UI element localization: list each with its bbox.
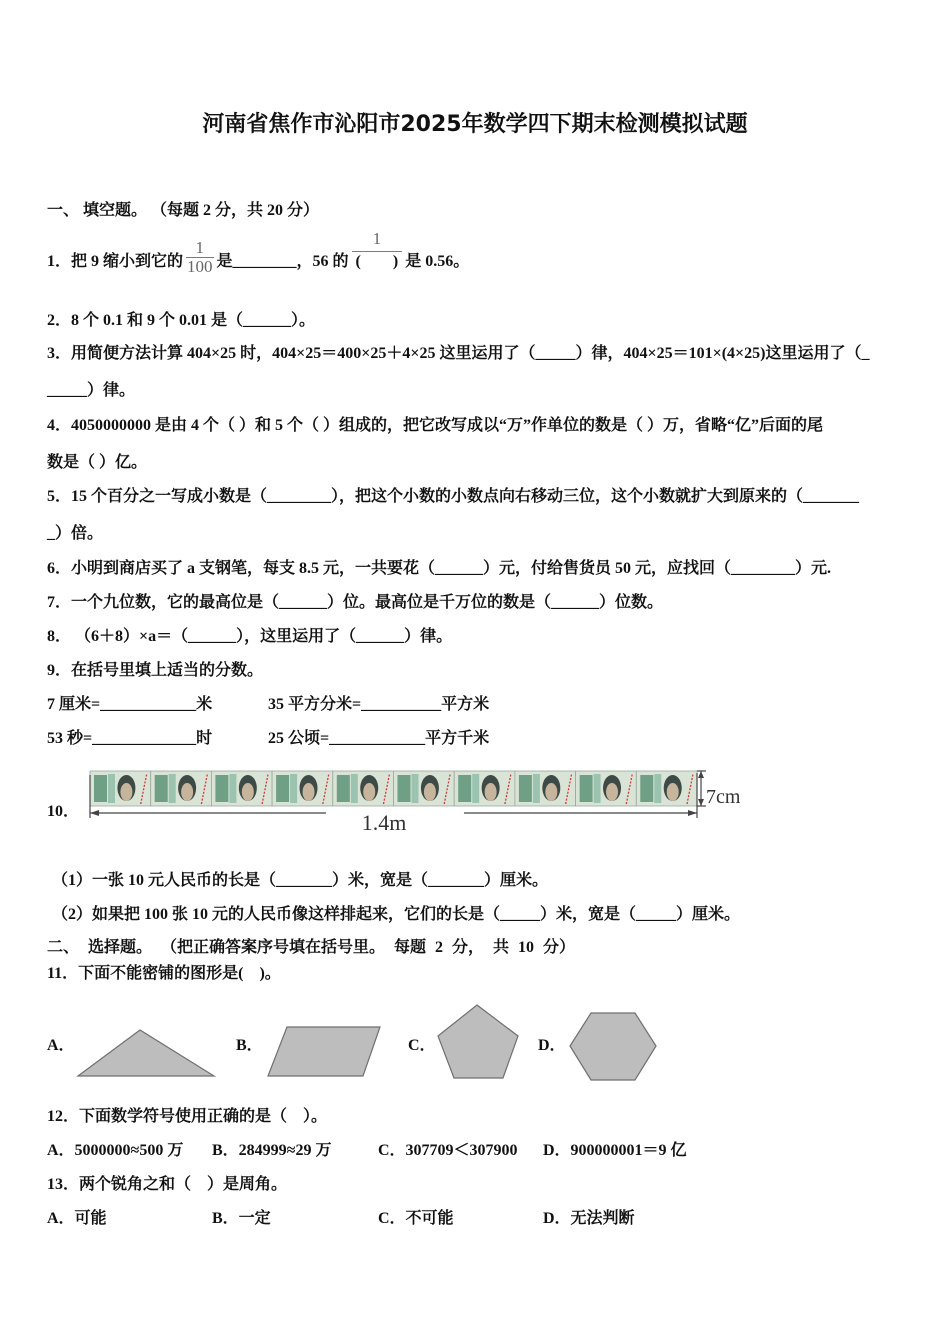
length-arrow-left <box>90 810 99 816</box>
q9-item-cm: 7 厘米=____________米 <box>47 696 213 713</box>
banknote-pattern-band <box>654 774 661 803</box>
height-label: 7cm <box>706 786 741 808</box>
banknote-pattern-band <box>412 774 419 803</box>
question-4-line-1: 4．4050000000 是由 4 个（ ）和 5 个（ ）组成的，把它改写成以“万”作单位的数是（ ）万，省略“亿”后面的尾 <box>47 417 824 434</box>
banknote <box>211 771 272 806</box>
question-1 <box>47 228 469 276</box>
banknote-portrait-face <box>606 783 618 801</box>
question-3-line-2: _____）律。 <box>47 382 136 399</box>
banknote-pattern-band <box>472 774 479 803</box>
banknote-denomination-panel <box>276 775 289 802</box>
question-8: 8． （6＋8）×a＝（______），这里运用了（______）律。 <box>47 628 453 645</box>
banknote-pattern-band <box>351 774 358 803</box>
q11-option-d-label: D． <box>538 1037 566 1054</box>
fraction-numerator: 1 <box>195 238 205 257</box>
height-arrow-bottom <box>698 799 704 806</box>
banknote-portrait-face <box>363 783 375 801</box>
banknote-portrait-face <box>424 783 436 801</box>
q1-text-pre: 1．把 9 缩小到它的 <box>47 253 184 270</box>
q13-option-b: B．一定 <box>212 1210 271 1227</box>
banknote-portrait-face <box>181 783 193 801</box>
question-6: 6．小明到商店买了 a 支钢笔，每支 8.5 元，一共要花（______）元，付给售货员 50 元，应找回（________）元. <box>47 560 832 577</box>
question-4-line-2: 数是（ ）亿。 <box>47 454 148 471</box>
q11-option-a-label: A． <box>47 1037 75 1054</box>
banknote <box>272 771 333 806</box>
banknote <box>90 771 151 806</box>
q11-option-b-label: B． <box>236 1037 263 1054</box>
question-7: 7．一个九位数，它的最高位是（______）位。最高位是千万位的数是（______）位数。 <box>47 594 664 611</box>
q13-option-c: C．不可能 <box>378 1210 454 1227</box>
question-5-line-1: 5．15 个百分之一写成小数是（________），把这个小数的小数点向右移动三位，这个小数就扩大到原来的（_______ <box>47 488 860 505</box>
q13-option-a: A．可能 <box>47 1210 107 1227</box>
q9-item-hectare: 25 公顷=____________平方千米 <box>268 730 490 747</box>
banknote-pattern-band <box>533 774 540 803</box>
q1-text-post: 是 0.56。 <box>405 253 470 270</box>
q11-option-c-label: C． <box>408 1037 436 1054</box>
q13-option-d: D．无法判断 <box>543 1210 635 1227</box>
banknote-pattern-band <box>108 774 115 803</box>
banknote-denomination-panel <box>215 775 228 802</box>
question-10-part-2: （2）如果把 100 张 10 元的人民币像这样排起来，它们的长是（_____）米，宽是（_____）厘米。 <box>52 906 741 923</box>
fraction-denominator: 100 <box>187 257 213 276</box>
banknote-portrait-face <box>242 783 254 801</box>
banknote-portrait-face <box>303 783 315 801</box>
length-label: 1.4m <box>361 810 407 835</box>
banknote <box>636 771 697 806</box>
banknote-denomination-panel <box>580 775 593 802</box>
banknote-denomination-panel <box>640 775 653 802</box>
fraction-blank <box>352 231 403 272</box>
banknote-portrait-face <box>545 783 557 801</box>
question-3-line-1: 3．用简便方法计算 404×25 时，404×25＝400×25＋4×25 这里运用了（_____）律，404×25＝101×(4×25)这里运用了（_ <box>47 345 870 362</box>
fraction-one-hundredth <box>186 240 214 276</box>
banknote-denomination-panel <box>94 775 107 802</box>
q12-option-b: B．284999≈29 万 <box>212 1142 332 1159</box>
banknote <box>454 771 515 806</box>
triangle-icon <box>78 1030 214 1076</box>
section-2-heading: 二、 选择题。 （把正确答案序号填在括号里。 每题 2 分， 共 10 分） <box>47 939 576 956</box>
question-9-prompt: 9．在括号里填上适当的分数。 <box>47 662 264 679</box>
banknote-pattern-band <box>594 774 601 803</box>
banknote <box>515 771 576 806</box>
length-arrow-right <box>688 810 697 816</box>
banknote <box>394 771 455 806</box>
banknote-portrait-face <box>485 783 497 801</box>
question-10-label: 10． <box>47 803 80 820</box>
banknote-denomination-panel <box>155 775 168 802</box>
q11-shapes <box>60 995 670 1090</box>
q1-text-mid: 是________，56 的 <box>216 253 349 270</box>
fraction-denominator-blank: ( ) <box>355 253 399 270</box>
question-10-part-1: （1）一张 10 元人民币的长是（_______）米，宽是（_______）厘米。 <box>52 872 549 889</box>
pentagon-icon <box>438 1005 518 1078</box>
banknote-row <box>90 771 697 806</box>
section-1-heading: 一、 填空题。 （每题 2 分，共 20 分） <box>47 202 320 219</box>
q9-item-seconds: 53 秒=_____________时 <box>47 730 213 747</box>
question-13-prompt: 13．两个锐角之和（ ）是周角。 <box>47 1176 288 1193</box>
q12-option-d: D．900000001＝9 亿 <box>543 1142 687 1159</box>
banknote-row-figure <box>86 765 756 837</box>
banknote <box>333 771 394 806</box>
banknote <box>151 771 212 806</box>
q12-option-a: A．5000000≈500 万 <box>47 1142 184 1159</box>
page-title: 河南省焦作市沁阳市2025年数学四下期末检测模拟试题 <box>202 112 748 137</box>
question-11-prompt: 11．下面不能密铺的图形是( )。 <box>47 965 281 982</box>
banknote <box>576 771 637 806</box>
height-arrow-top <box>698 771 704 778</box>
banknote-portrait-face <box>120 783 132 801</box>
parallelogram-icon <box>268 1027 380 1076</box>
question-2: 2．8 个 0.1 和 9 个 0.01 是（______）。 <box>47 312 316 329</box>
banknote-denomination-panel <box>337 775 350 802</box>
q9-item-sq-dm: 35 平方分米=__________平方米 <box>268 696 490 713</box>
banknote-portrait-face <box>667 783 679 801</box>
banknote-pattern-band <box>169 774 176 803</box>
banknote-denomination-panel <box>458 775 471 802</box>
fraction-numerator: 1 <box>372 229 382 248</box>
banknote-denomination-panel <box>519 775 532 802</box>
banknote-denomination-panel <box>398 775 411 802</box>
q12-option-c: C．307709＜307900 <box>378 1142 518 1159</box>
banknote-pattern-band <box>229 774 236 803</box>
question-5-line-2: _）倍。 <box>47 525 104 542</box>
banknote-pattern-band <box>290 774 297 803</box>
hexagon-icon <box>570 1013 656 1080</box>
question-12-prompt: 12．下面数学符号使用正确的是（ ）。 <box>47 1108 328 1125</box>
